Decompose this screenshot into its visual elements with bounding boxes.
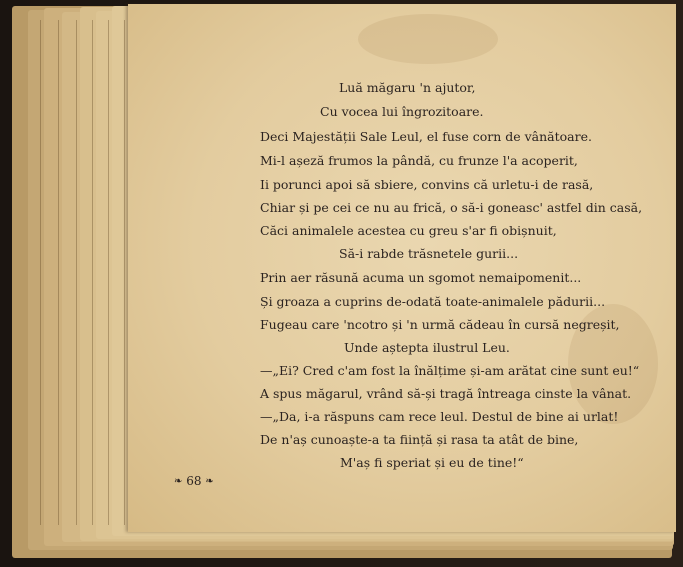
poem-line: Cu vocea lui îngrozitoare. (320, 104, 484, 119)
poem-line: Căci animalele acestea cu greu s'ar fi obișnuit, (260, 223, 557, 238)
poem-line: —„Ei? Cred c'am fost la înălțime și-am arătat cine sunt eu!“ (260, 363, 640, 378)
poem-line: —„Da, i-a răspuns cam rece leul. Destul de bine ai urlat! (260, 409, 619, 424)
poem-line: Ii porunci apoi să sbiere, convins că urletu-i de rasă, (260, 177, 594, 192)
poem-line: Mi-l așeză frumos la pândă, cu frunze l'a acoperit, (260, 153, 578, 168)
poem-line: A spus măgarul, vrând să-și tragă întreaga cinste la vânat. (260, 386, 632, 401)
poem-line: Fugeau care 'ncotro și 'n urmă cădeau în cursă negreșit, (260, 317, 620, 332)
paper-stain (358, 14, 498, 64)
page-edge-line (108, 20, 109, 525)
poem-line: Deci Majestății Sale Leul, el fuse corn de vânătoare. (260, 129, 592, 144)
poem-line: Și groaza a cuprins de-odată toate-animalele pădurii... (260, 294, 606, 309)
page-number: 68 (186, 474, 202, 488)
poem-line: M'aș fi speriat și eu de tine!“ (340, 455, 524, 470)
page-number-block (174, 474, 214, 488)
poem-line: Chiar și pe cei ce nu au frică, o să-i goneasc' astfel din casă, (260, 200, 643, 215)
ornament-right-icon: ❧ (205, 476, 214, 487)
poem-line: De n'aș cunoaște-a ta ființă și rasa ta atât de bine, (260, 432, 579, 447)
poem-line: Să-i rabde trăsnetele gurii... (339, 246, 519, 261)
page-edge-line (40, 20, 41, 525)
page-edge-line (92, 20, 93, 525)
poem-line: Unde aștepta ilustrul Leu. (344, 340, 510, 355)
ornament-left-icon: ❧ (174, 476, 183, 487)
poem-line: Luă măgaru 'n ajutor, (339, 80, 476, 95)
page-edge-line (124, 20, 125, 525)
poem-line: Prin aer răsună acuma un sgomot nemaipomenit... (260, 270, 582, 285)
page-edge-line (58, 20, 59, 525)
page-edge-line (76, 20, 77, 525)
